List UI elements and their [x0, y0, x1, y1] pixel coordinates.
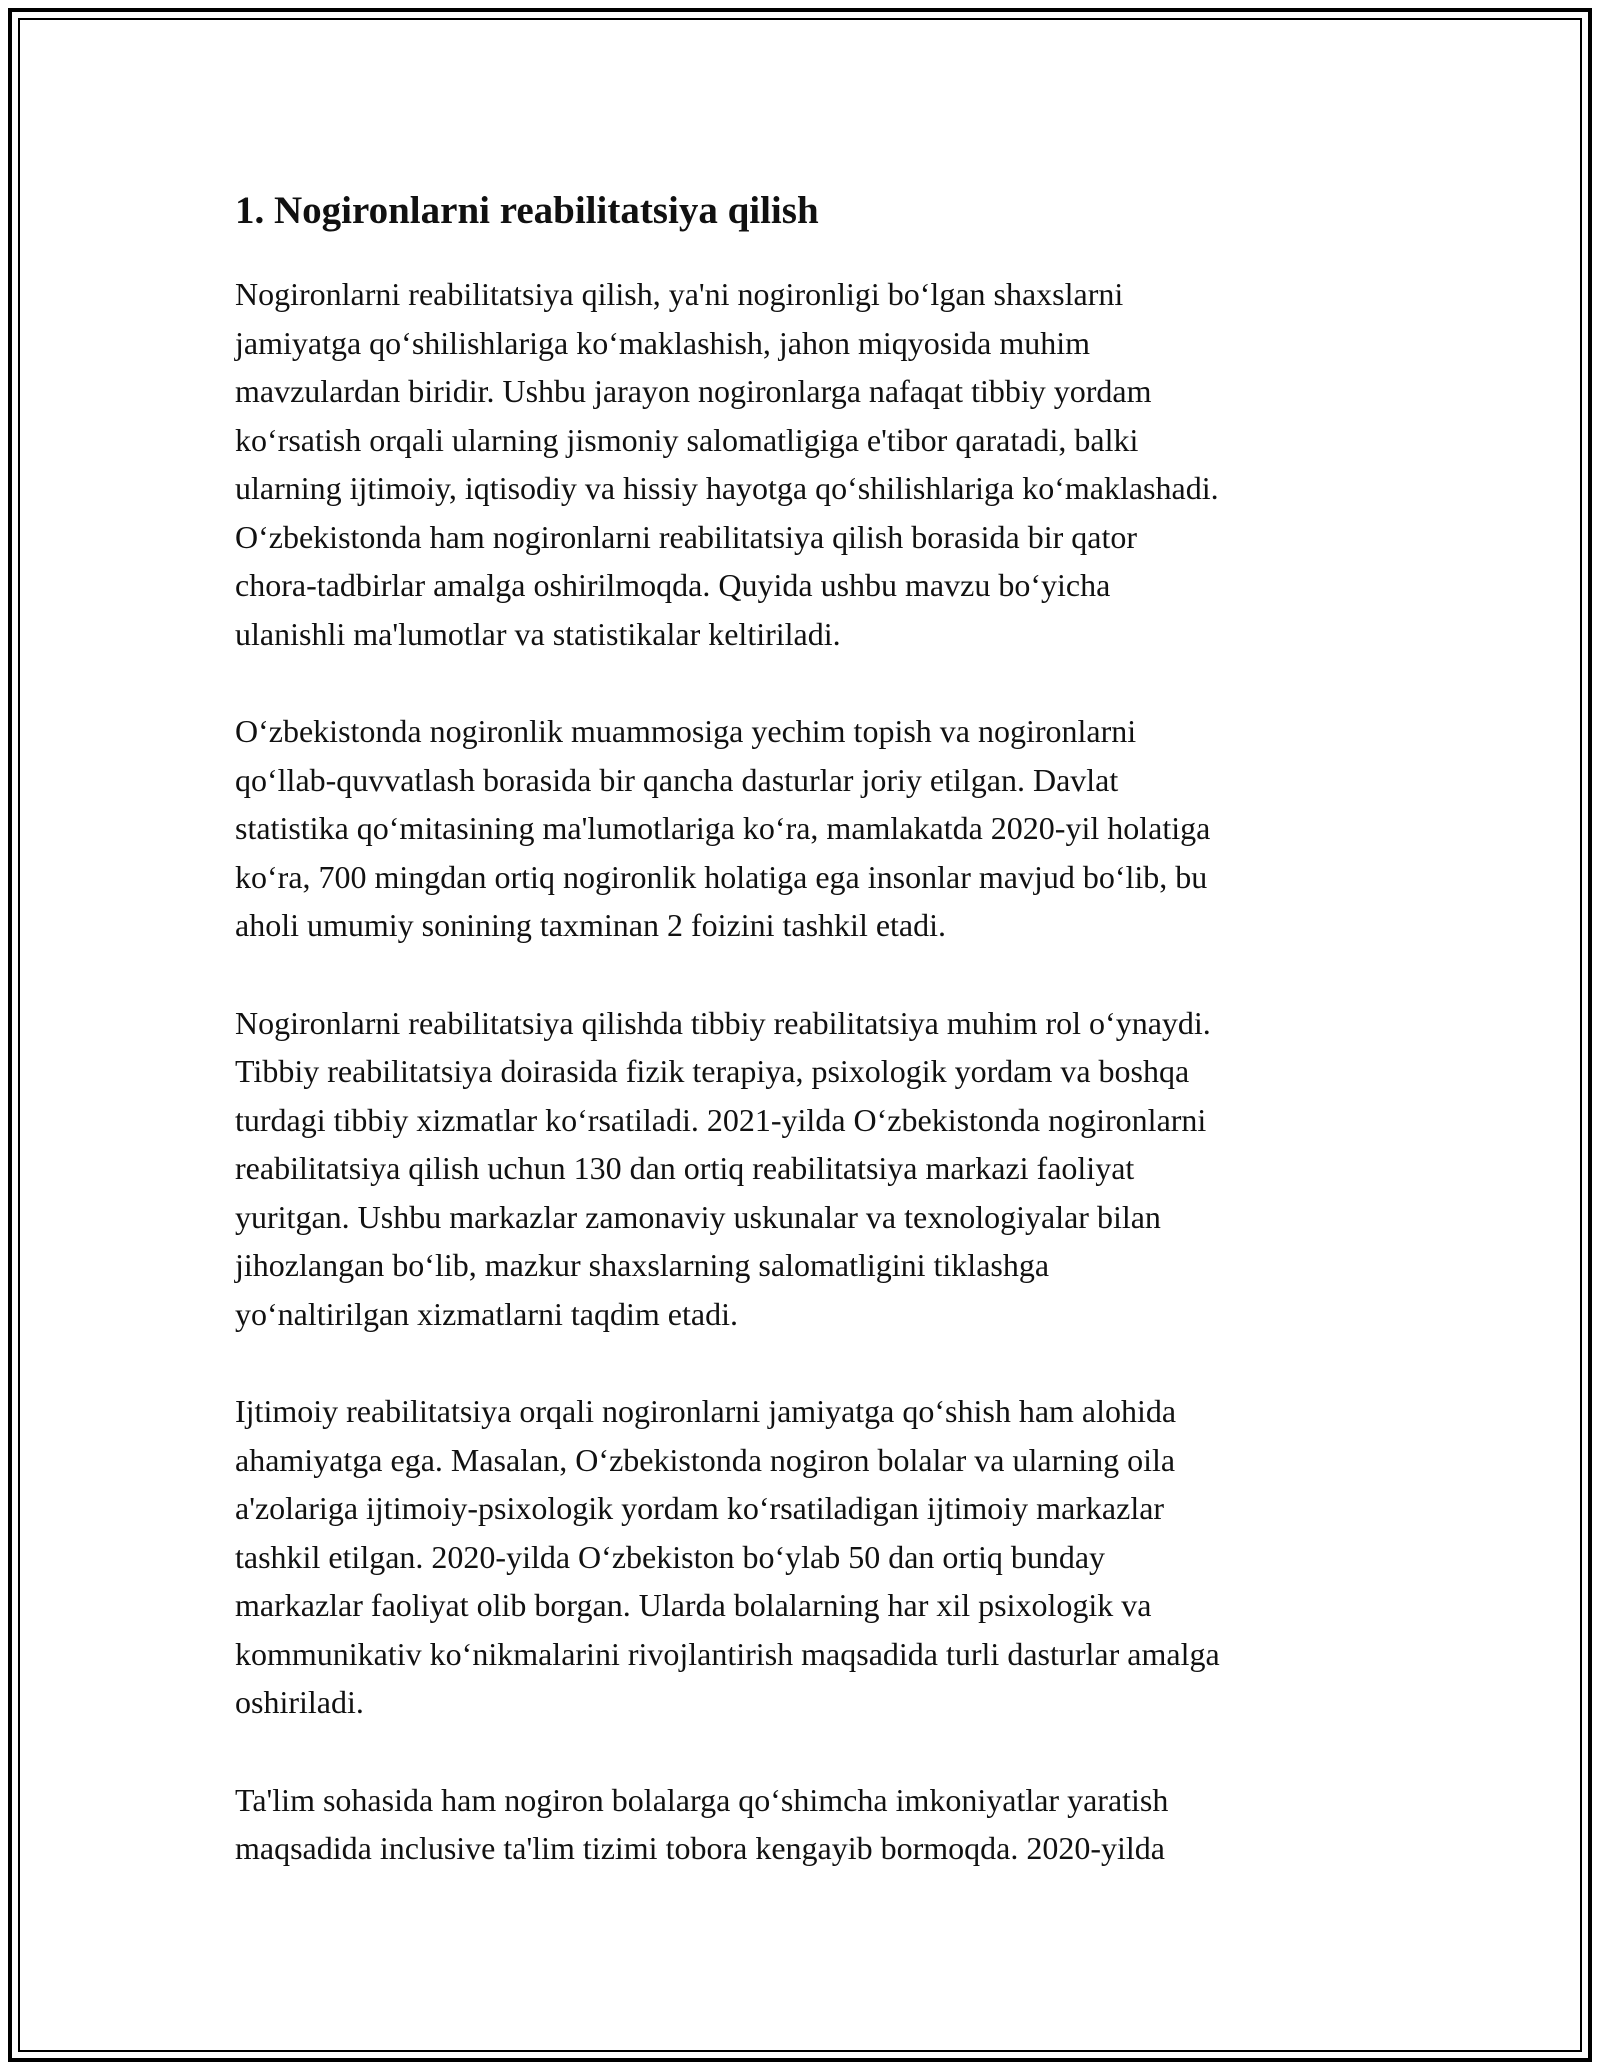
section-heading: 1. Nogironlarni reabilitatsiya qilish — [235, 189, 819, 232]
paragraph-4: Ijtimoiy reabilitatsiya orqali nogironlarni jamiyatga qo‘shish ham alohida ahamiyatga ega. Masalan, O‘zbekistonda nogiron bolalar va ularning oila a'zolariga ijtimoiy-psixologik yordam ko‘rsatiladigan ijtimoiy markazlar tashkil etilgan. 2020-yilda O‘zbekiston bo‘ylab 50 dan ortiq bunday markazlar faoliyat olib borgan. Ularda bolalarning har xil psixologik va kommunikativ ko‘nikmalarini rivojlantirish maqsadida turli dasturlar amalga oshiriladi. — [235, 1393, 1220, 1720]
paragraph-2: O‘zbekistonda nogironlik muammosiga yechim topish va nogironlarni qo‘llab-quvvatlash borasida bir qancha dasturlar joriy etilgan. Davlat statistika qo‘mitasining ma'lumotlariga ko‘ra, mamlakatda 2020-yil holatiga ko‘ra, 700 mingdan ortiq nogironlik holatiga ega insonlar mavjud bo‘lib, bu aholi umumiy sonining taxminan 2 foizini tashkil etadi. — [235, 713, 1211, 943]
paragraph-1: Nogironlarni reabilitatsiya qilish, ya'ni nogironligi bo‘lgan shaxslarni jamiyatga qo‘shilishlariga ko‘maklashish, jahon miqyosida muhim mavzulardan biridir. Ushbu jarayon nogironlarga nafaqat tibbiy yordam ko‘rsatish orqali ularning jismoniy salomatligiga e'tibor qaratadi, balki ularning ijtimoiy, iqtisodiy va hissiy hayotga qo‘shilishlariga ko‘maklashadi. O‘zbekistonda ham nogironlarni reabilitatsiya qilish borasida bir qator chora-tadbirlar amalga oshirilmoqda. Quyida ushbu mavzu bo‘yicha ulanishli ma'lumotlar va statistikalar keltiriladi. — [235, 276, 1219, 652]
paragraph-3: Nogironlarni reabilitatsiya qilishda tibbiy reabilitatsiya muhim rol o‘ynaydi. Tibbiy reabilitatsiya doirasida fizik terapiya, psixologik yordam va boshqa turdagi tibbiy xizmatlar ko‘rsatiladi. 2021-yilda O‘zbekistonda nogironlarni reabilitatsiya qilish uchun 130 dan ortiq reabilitatsiya markazi faoliyat yuritgan. Ushbu markazlar zamonaviy uskunalar va texnologiyalar bilan jihozlangan bo‘lib, mazkur shaxslarning salomatligini tiklashga yo‘naltirilgan xizmatlarni taqdim etadi. — [235, 1004, 1211, 1332]
document-body — [235, 186, 1385, 1922]
paragraph-5: Ta'lim sohasida ham nogiron bolalarga qo‘shimcha imkoniyatlar yaratish maqsadida inclusive ta'lim tizimi tobora kengayib bormoqda. 2020-yilda — [235, 1781, 1169, 1866]
